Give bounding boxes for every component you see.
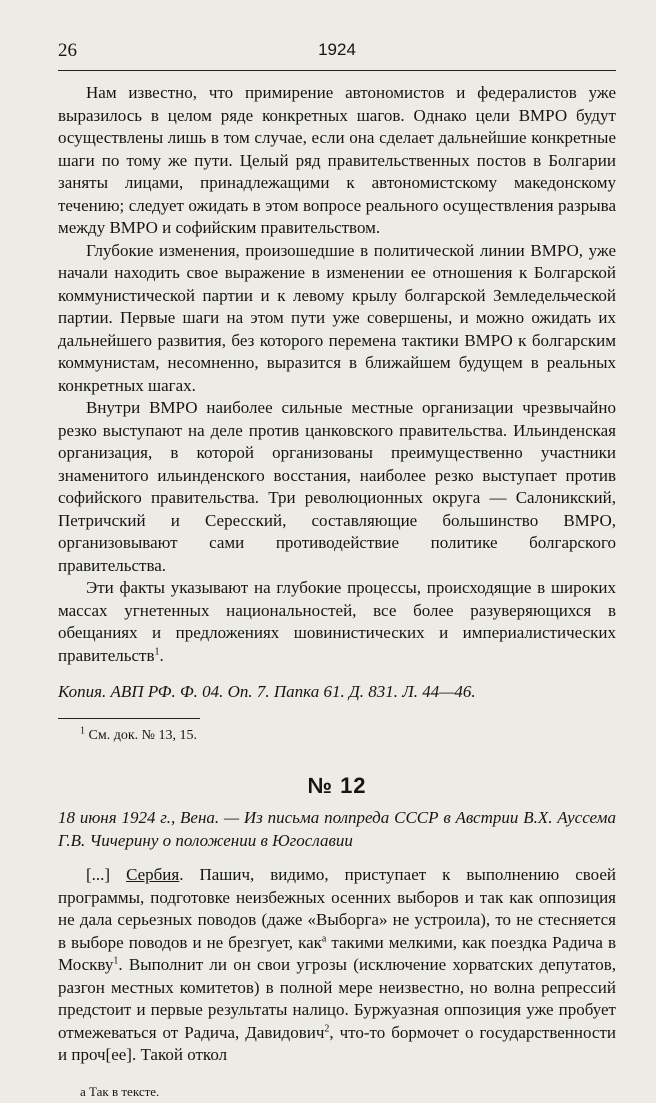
paragraph-4-text: Эти факты указывают на глубокие процессы, происходящие в широких массах угнетенных национальностей, все более разуверяющихся в обещаниях и предложениях шовинистических и империалистических правительств (58, 578, 616, 665)
document-text-4: , что-то бормочет о государственности и проч[ее]. Такой откол (58, 1023, 616, 1065)
document-lead: [...] (86, 865, 126, 884)
archive-citation: Копия. АВП РФ. Ф. 04. Оп. 7. Папка 61. Д. 831. Л. 44—46. (58, 681, 616, 704)
note-ref-a: а (322, 933, 326, 944)
paragraph-1: Нам известно, что примирение автономистов и федералистов уже выразилось в целом ряде конкретных шагов. Однако цели ВМРО будут осуществлены лишь в том случае, если она сделает дальнейшие конкретные шаги по тому же пути. Целый ряд правительственных постов в Болгарии заняты лицами, принадлежащими к автономистскому македонскому течению; следует ожидать в этом вопросе реального осуществления разрыва между ВМРО и софийским правительством. (58, 82, 616, 240)
footnote-1-text: См. док. № 13, 15. (85, 728, 197, 743)
footnote-1-mark: 1 (80, 725, 85, 736)
document-body (58, 864, 616, 1067)
note-a-text: Так в тексте. (86, 1084, 160, 1099)
body-text (58, 82, 616, 1103)
page-header (58, 38, 616, 66)
footnote-rule (58, 718, 200, 719)
running-head-year: 1924 (58, 40, 616, 60)
header-rule (58, 70, 616, 71)
document-text-2: такими мелкими, как поездка Радича в Москву (58, 933, 616, 975)
paragraph-2: Глубокие изменения, произошедшие в политической линии ВМРО, уже начали находить свое выражение в изменении ее отношения к Болгарской коммунистической партии и к левому крылу болгарской Земледельческой партии. Первые шаги на этом пути уже совершены, и можно ожидать их дальнейшего развития, без которого перемена тактики ВМРО к болгарским коммунистам, несомненно, выразится в ближайшем будущем в реальных конкретных шагах. (58, 240, 616, 398)
page-number: 26 (58, 40, 77, 62)
footnote-ref-2: 2 (324, 1023, 329, 1034)
footnote-ref-1b: 1 (113, 955, 118, 966)
document-number: № 12 (58, 775, 616, 798)
document-text-1: . Пашич, видимо, приступает к выполнению своей программы, подготовке неизбежных осенних выборов и так как оппозиция не дала серьезных поводов (даже «Выборга» не устроила), то не стесняется в выборе поводов и не брезгует, как (58, 865, 616, 952)
paragraph-4 (58, 577, 616, 667)
document-text-3: . Выполнит ли он свои угрозы (исключение хорватских депутатов, разгон местных комитетов) в полной мере неизвестно, но волна репрессий предстоит и первые результаты налицо. Буржуазная оппозиция уже пробует отмежеваться от Радича, Давидович (58, 955, 616, 1042)
paragraph-4-end: . (159, 646, 163, 665)
footnote-ref-1: 1 (154, 646, 159, 657)
footnote-1 (58, 727, 616, 745)
country-heading: Сербия (126, 865, 179, 884)
note-a-mark: а (80, 1084, 86, 1099)
note-a (58, 1081, 616, 1103)
document-title: 18 июня 1924 г., Вена. — Из письма полпреда СССР в Австрии В.Х. Ауссема Г.В. Чичерину о положении в Югославии (58, 807, 616, 852)
paragraph-3: Внутри ВМРО наиболее сильные местные организации чрезвычайно резко выступают на деле против цанковского правительства. Ильинденская организация, в которой организованы преимущественно участники знаменитого ильинденского восстания, наиболее резко выступает против софийского правительства. Три революционных округа — Салоникский, Петричский и Сересский, составляющие большинство ВМРО, организовывают сами противодействие политике болгарского правительства. (58, 397, 616, 577)
